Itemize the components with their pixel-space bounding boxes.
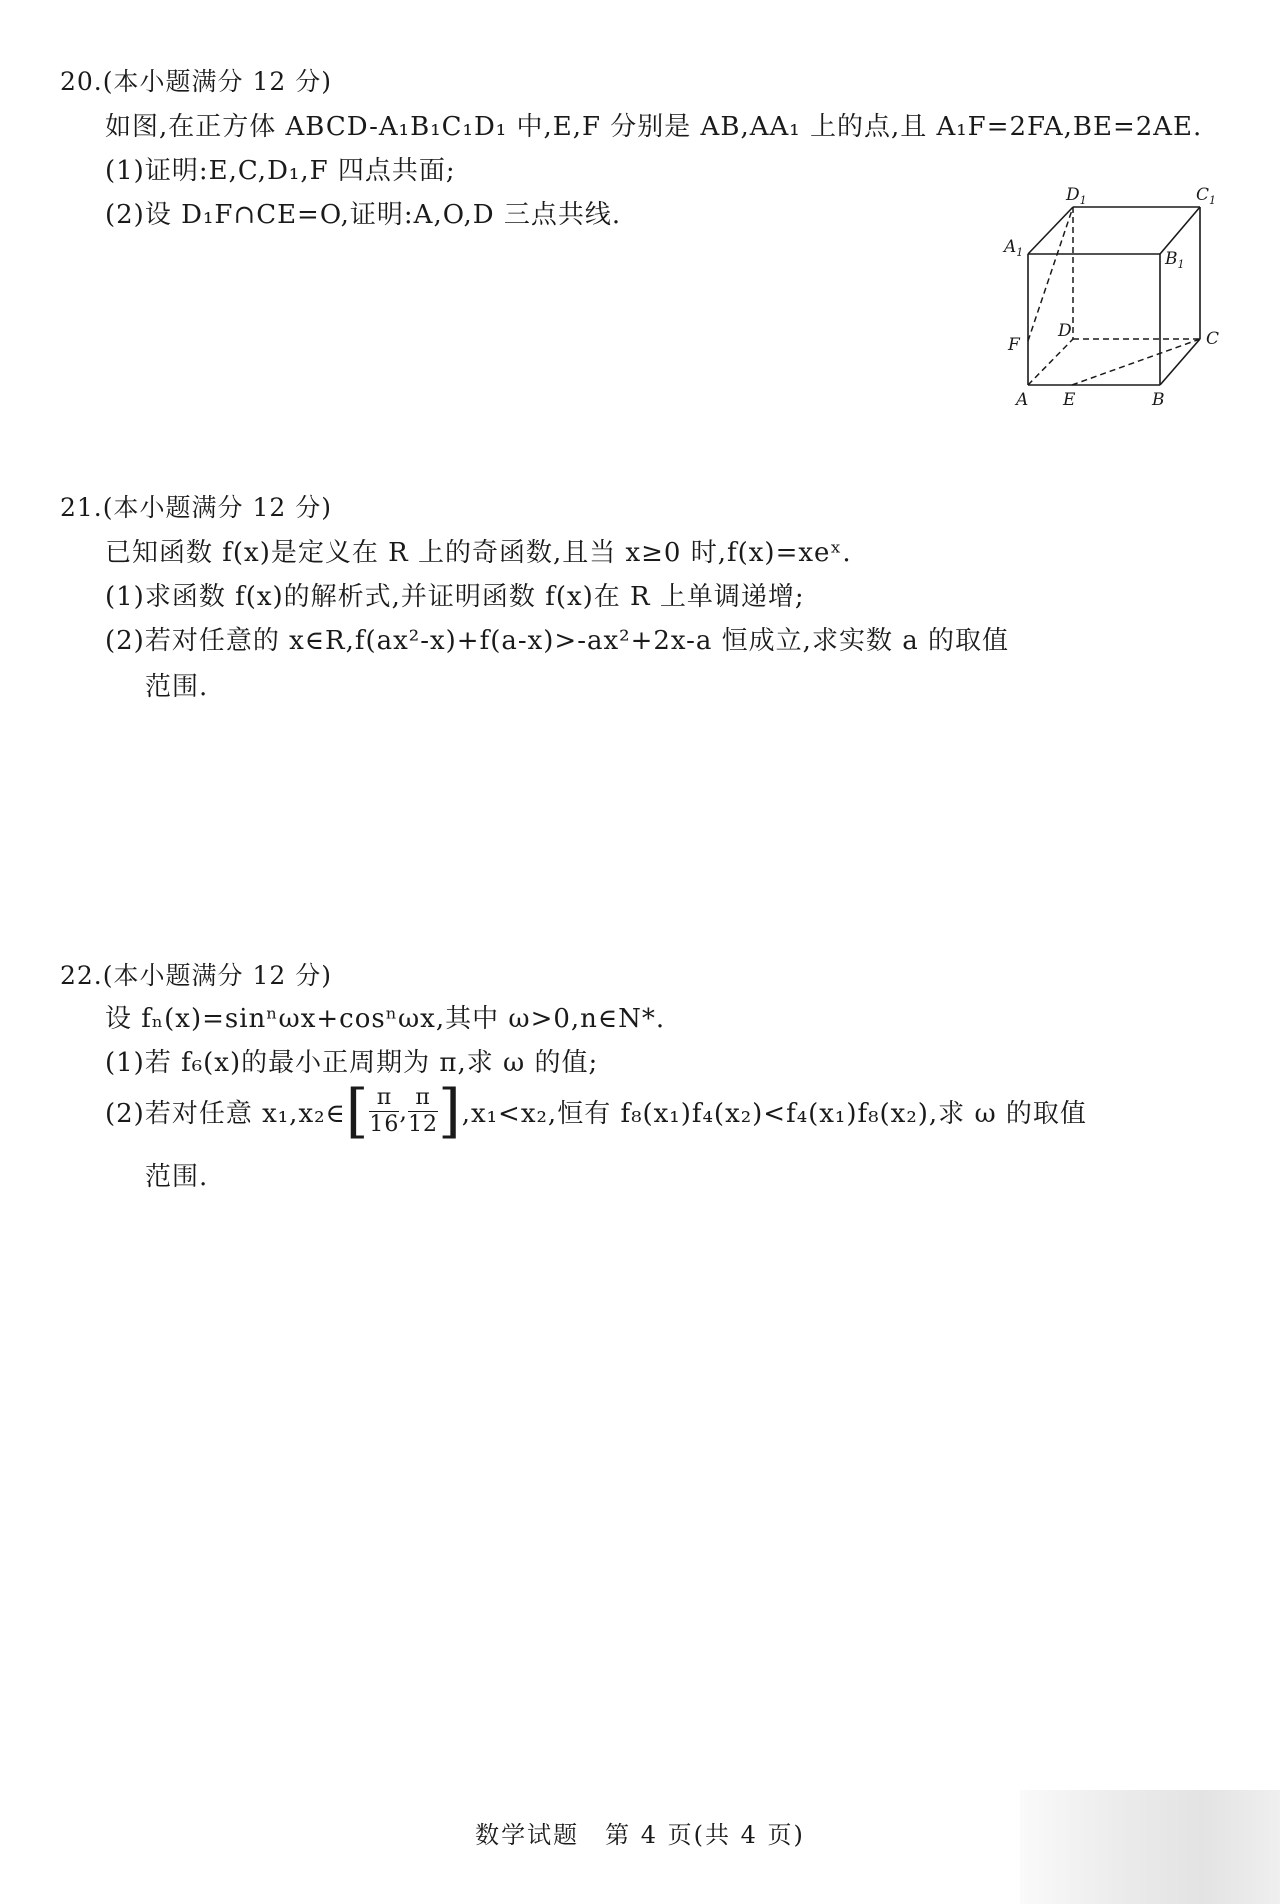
question-22-part-2-lead: (2)若对任意 x₁,x₂∈ xyxy=(105,1098,346,1129)
question-20-part-1: (1)证明:E,C,D₁,F 四点共面; xyxy=(105,156,456,186)
question-22-part-1: (1)若 f₆(x)的最小正周期为 π,求 ω 的值; xyxy=(105,1048,599,1078)
question-22-header: 22.(本小题满分 12 分) xyxy=(60,961,332,990)
question-21-header: 21.(本小题满分 12 分) xyxy=(60,493,332,522)
label-f: F xyxy=(1008,335,1020,355)
edge-a-d xyxy=(1028,339,1073,385)
label-c1: $C_1$ xyxy=(1196,185,1217,207)
question-22-part-2-tail: ,x₁<x₂,恒有 f₈(x₁)f₄(x₂)<f₄(x₁)f₈(x₂),求 ω 的取值 xyxy=(461,1098,1087,1129)
question-22-stem: 设 fₙ(x)=sinⁿωx+cosⁿωx,其中 ω>0,n∈N*. xyxy=(105,1004,666,1034)
question-21-stem: 已知函数 f(x)是定义在 R 上的奇函数,且当 x≥0 时,f(x)=xeˣ. xyxy=(105,538,852,568)
fraction-pi-over-12: $\frac{\pi}{12}$ xyxy=(408,1085,439,1137)
question-21-part-1: (1)求函数 f(x)的解析式,并证明函数 f(x)在 R 上单调递增; xyxy=(105,582,805,612)
question-22 xyxy=(60,956,1230,1192)
label-d1: $D_1$ xyxy=(1066,185,1087,207)
label-b1: $B_1$ xyxy=(1165,249,1185,271)
cube-figure xyxy=(1000,180,1240,410)
label-e: E xyxy=(1063,390,1076,410)
edge-a1-d1 xyxy=(1028,207,1073,254)
label-c: C xyxy=(1206,329,1220,349)
question-20 xyxy=(60,62,1230,230)
question-21 xyxy=(60,488,1230,702)
edge-b1-c1 xyxy=(1160,207,1200,254)
question-22-part-2-continued: 范围. xyxy=(145,1162,209,1192)
question-20-header: 20.(本小题满分 12 分) xyxy=(60,67,332,96)
label-b: B xyxy=(1152,390,1165,410)
label-a: A xyxy=(1016,390,1029,410)
interval-open-bracket: [ xyxy=(345,1077,370,1145)
question-21-part-2-continued: 范围. xyxy=(145,672,209,702)
label-a1: $A_1$ xyxy=(1004,237,1024,259)
label-d: D xyxy=(1058,321,1072,341)
page-footer: 数学试题 第 4 页(共 4 页) xyxy=(475,1821,805,1849)
question-21-part-2: (2)若对任意的 x∈R,f(ax²-x)+f(a-x)>-ax²+2x-a 恒成立,求实数 a 的取值 xyxy=(105,626,1009,656)
question-22-part-2: (2)若对任意 x₁,x₂∈ [ $\frac{\pi}{16}$ , $\frac{\pi}{12}$ ] ,x₁<x₂,恒有 f₈(x₁)f₄(x₂)<f₄(x₁)f₈(x₂),求 ω 的取值 xyxy=(105,1077,1087,1145)
question-20-stem: 如图,在正方体 ABCD-A₁B₁C₁D₁ 中,E,F 分别是 AB,AA₁ 上的点,且 A₁F=2FA,BE=2AE. xyxy=(105,112,1203,142)
question-20-part-2: (2)设 D₁F∩CE=O,证明:A,O,D 三点共线. xyxy=(105,200,622,230)
fraction-pi-over-16: $\frac{\pi}{16}$ xyxy=(369,1085,400,1137)
blurred-watermark-area xyxy=(1020,1790,1280,1904)
interval-close-bracket: ] xyxy=(438,1077,462,1145)
